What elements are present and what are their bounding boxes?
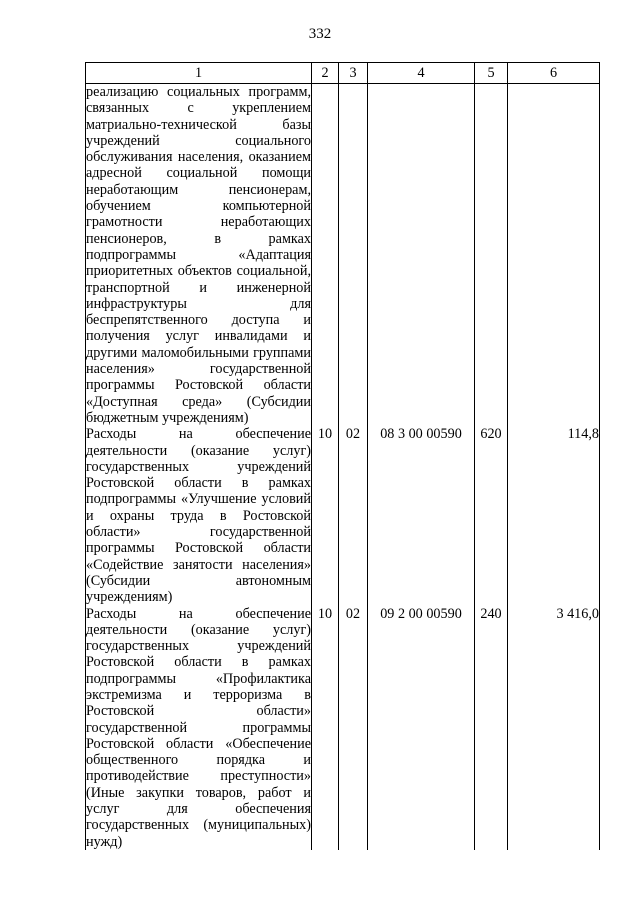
header-row bbox=[86, 63, 600, 84]
row-amount: 3 416,0 bbox=[508, 606, 600, 850]
page-number: 332 bbox=[308, 26, 332, 42]
row-target bbox=[368, 84, 475, 427]
row-target: 09 2 00 00590 bbox=[368, 606, 475, 850]
column-header-type: 5 bbox=[475, 63, 508, 84]
table-row bbox=[86, 606, 600, 850]
row-subsection: 02 bbox=[339, 426, 368, 605]
row-subsection bbox=[339, 84, 368, 427]
column-header-section: 2 bbox=[312, 63, 339, 84]
column-header-description: 1 bbox=[86, 63, 312, 84]
row-target: 08 3 00 00590 bbox=[368, 426, 475, 605]
row-amount bbox=[508, 84, 600, 427]
column-header-amount: 6 bbox=[508, 63, 600, 84]
row-type bbox=[475, 84, 508, 427]
table-row bbox=[86, 426, 600, 605]
row-description: Расходы на обеспечение деятельности (оказание услуг) государственных учреждений Ростовской области в рамках подпрограммы «Профилактика экстремизма и терроризма в Ростовской области» государственной программы Ростовской области «Обеспечение общественного порядка и противодействие преступности» (Иные закупки товаров, работ и услуг для обеспечения государственных (муниципальных) нужд) bbox=[86, 605, 311, 850]
row-subsection: 02 bbox=[339, 606, 368, 850]
row-type: 620 bbox=[475, 426, 508, 605]
row-section: 10 bbox=[312, 426, 339, 605]
table-row bbox=[86, 84, 600, 427]
row-section: 10 bbox=[312, 606, 339, 850]
row-type: 240 bbox=[475, 606, 508, 850]
column-header-target: 4 bbox=[368, 63, 475, 84]
row-amount: 114,8 bbox=[508, 426, 600, 605]
column-header-subsection: 3 bbox=[339, 63, 368, 84]
budget-table bbox=[85, 62, 600, 850]
row-description: реализацию социальных программ, связанных с укреплением матриально-технической базы учреждений социального обслуживания населения, оказанием адресной социальной помощи неработающим пенсионерам, обучением компьютерной грамотности неработающих пенсионеров, в рамках подпрограммы «Адаптация приоритетных объектов социальной, транспортной и инженерной инфраструктуры для беспрепятственного доступа и получения услуг инвалидами и другими маломобильными группами населения» государственной программы Ростовской области «Доступная среда» (Субсидии бюджетным учреждениям) bbox=[86, 84, 311, 426]
row-description: Расходы на обеспечение деятельности (оказание услуг) государственных учреждений Ростовской области в рамках подпрограммы «Улучшение условий и охраны труда в Ростовской области» государственной программы Ростовской области «Содействие занятости населения» (Субсидии автономным учреждениям) bbox=[86, 426, 311, 606]
row-section bbox=[312, 84, 339, 427]
